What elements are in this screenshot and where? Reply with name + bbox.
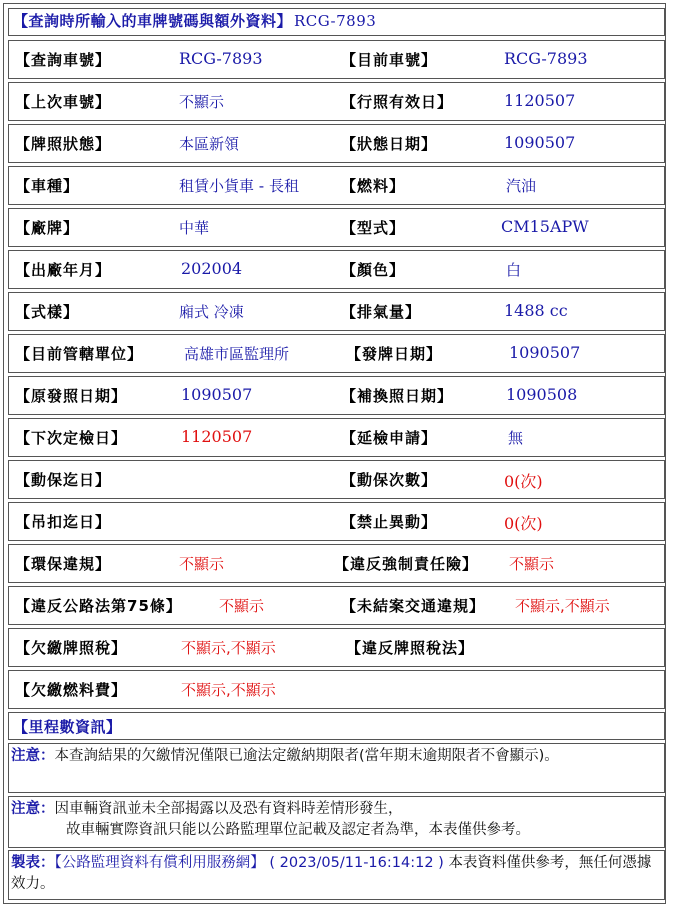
- field-value: 不顯示: [509, 555, 555, 573]
- field-value: 1090507: [509, 343, 581, 362]
- field-value: 202004: [181, 259, 243, 278]
- data-row: [8, 586, 665, 625]
- field-label: 【排氣量】: [341, 303, 422, 321]
- field-label: 【違反牌照稅法】: [346, 639, 475, 657]
- field-value: 白: [506, 261, 522, 279]
- note-1: [8, 743, 665, 793]
- footer-service: 【公路監理資料有償利用服務網】: [54, 855, 265, 871]
- data-row: [8, 208, 665, 247]
- field-label: 【延檢申請】: [341, 429, 438, 447]
- note-2-line-2: 故車輛實際資訊只能以公路監理單位記載及認定者為準，本表僅供參考。: [66, 822, 530, 838]
- field-value: 不顯示: [179, 555, 225, 573]
- field-label: 【發牌日期】: [346, 345, 443, 363]
- note-2-label: 注意：: [11, 801, 55, 817]
- footer-text: 本表資料僅供參考，無任何憑據效力。: [11, 855, 652, 892]
- query-title-plate: RCG-7893: [294, 12, 377, 30]
- field-value: 不顯示,不顯示: [181, 681, 276, 699]
- footer-label: 製表：: [11, 855, 55, 871]
- data-row: [8, 418, 665, 457]
- data-row: [8, 166, 665, 205]
- field-value: 0(次): [504, 514, 543, 533]
- data-row: [8, 628, 665, 667]
- data-row: [8, 82, 665, 121]
- field-value: 不顯示: [219, 597, 265, 615]
- field-label: 【吊扣迄日】: [15, 513, 112, 531]
- query-title-row: [8, 8, 665, 36]
- field-label: 【欠繳牌照稅】: [15, 639, 128, 657]
- field-label: 【下次定檢日】: [15, 429, 128, 447]
- field-value: 1120507: [504, 91, 576, 110]
- field-value: 1090507: [181, 385, 253, 404]
- field-label: 【查詢車號】: [15, 51, 112, 69]
- field-value: RCG-7893: [179, 49, 263, 68]
- field-value: 中華: [179, 219, 210, 237]
- field-value: 租賃小貨車 - 長租: [179, 177, 299, 195]
- note-2: [8, 796, 665, 848]
- field-label: 【牌照狀態】: [15, 135, 112, 153]
- field-value: 無: [508, 429, 524, 447]
- field-label: 【顏色】: [341, 261, 406, 279]
- data-row: [8, 376, 665, 415]
- field-label: 【燃料】: [341, 177, 406, 195]
- field-label: 【式樣】: [15, 303, 80, 321]
- data-row: [8, 460, 665, 499]
- field-value: 廂式 冷凍: [179, 303, 244, 321]
- field-label: 【出廠年月】: [15, 261, 112, 279]
- field-label: 【違反公路法第75條】: [15, 597, 182, 615]
- data-row: [8, 250, 665, 289]
- field-label: 【行照有效日】: [341, 93, 454, 111]
- field-value: 不顯示,不顯示: [181, 639, 276, 657]
- field-value: 不顯示,不顯示: [515, 597, 610, 615]
- field-label: 【型式】: [341, 219, 406, 237]
- footer-note: [8, 850, 665, 900]
- field-value: RCG-7893: [504, 49, 588, 68]
- mileage-label: 【里程數資訊】: [13, 718, 122, 736]
- field-label: 【未結案交通違規】: [341, 597, 486, 615]
- field-value: 1090508: [506, 385, 578, 404]
- field-label: 【狀態日期】: [341, 135, 438, 153]
- field-label: 【廠牌】: [15, 219, 80, 237]
- field-value: 汽油: [506, 177, 537, 195]
- field-label: 【車種】: [15, 177, 80, 195]
- field-label: 【上次車號】: [15, 93, 112, 111]
- field-label: 【補換照日期】: [341, 387, 454, 405]
- field-value: 1090507: [504, 133, 576, 152]
- data-row: [8, 502, 665, 541]
- field-label: 【違反強制責任險】: [334, 555, 479, 573]
- field-value: 1488 cc: [504, 301, 568, 320]
- field-value: CM15APW: [501, 217, 589, 236]
- field-value: 高雄市區監理所: [184, 345, 290, 363]
- query-title: [13, 10, 376, 31]
- note-2-line-1: 因車輛資訊並未全部揭露以及恐有資料時差情形發生，: [54, 801, 403, 817]
- data-row: [8, 40, 665, 79]
- field-label: 【動保次數】: [341, 471, 438, 489]
- field-value: 0(次): [504, 472, 543, 491]
- note-1-text: 本查詢結果的欠繳情況僅限已逾法定繳納期限者(當年期末逾期限者不會顯示)。: [54, 748, 559, 764]
- data-row: [8, 334, 665, 373]
- field-value: 1120507: [181, 427, 253, 446]
- field-value: 不顯示: [179, 93, 225, 111]
- field-label: 【目前車號】: [341, 51, 438, 69]
- field-label: 【原發照日期】: [15, 387, 128, 405]
- note-1-label: 注意：: [11, 748, 55, 764]
- field-label: 【欠繳燃料費】: [15, 681, 128, 699]
- field-label: 【環保違規】: [15, 555, 112, 573]
- data-row: [8, 670, 665, 709]
- field-value: 本區新領: [179, 135, 240, 153]
- mileage-row: [8, 712, 665, 740]
- field-label: 【禁止異動】: [341, 513, 438, 531]
- data-row: [8, 124, 665, 163]
- field-label: 【目前管轄單位】: [15, 345, 144, 363]
- data-row: [8, 292, 665, 331]
- query-title-label: 【查詢時所輸入的車牌號碼與額外資料】: [13, 12, 293, 30]
- data-row: [8, 544, 665, 583]
- field-label: 【動保迄日】: [15, 471, 112, 489]
- footer-time: ( 2023/05/11-16:14:12 ): [269, 855, 444, 871]
